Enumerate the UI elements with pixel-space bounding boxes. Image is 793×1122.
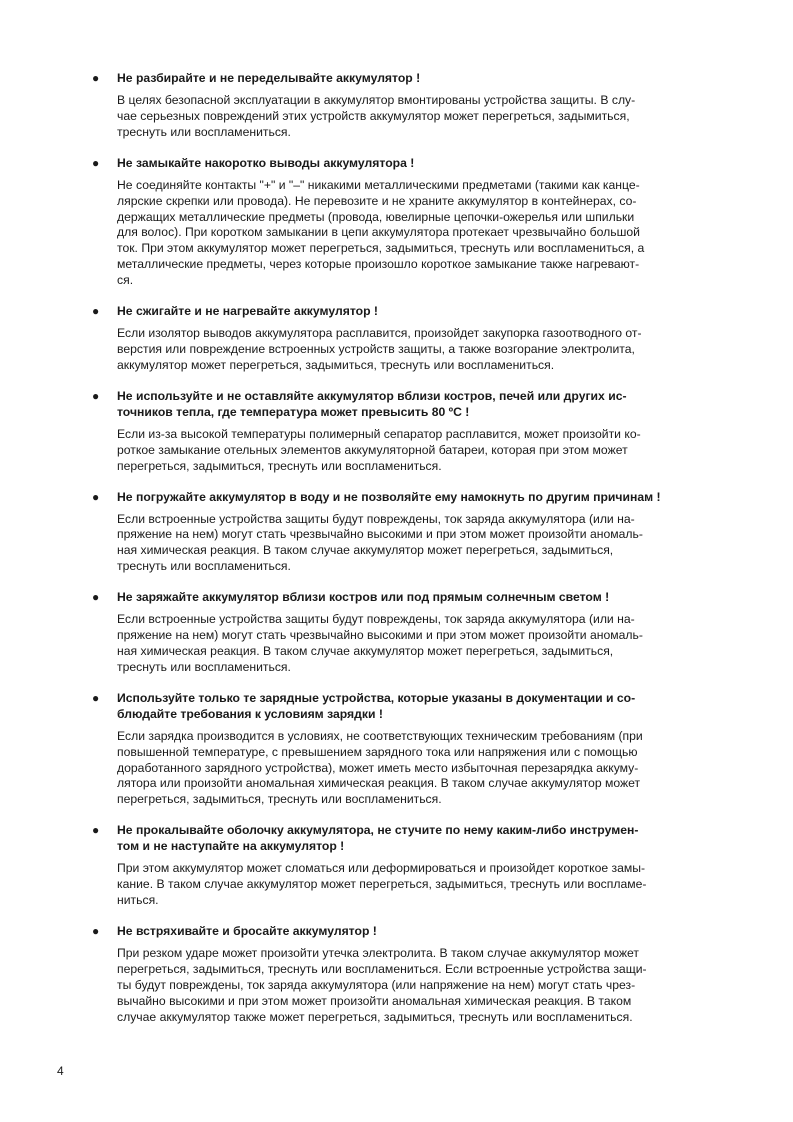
section-heading-row [92,690,702,722]
section-heading-row [92,155,702,171]
section-body: В целях безопасной эксплуатации в аккумулятор вмонтированы устройства защиты. В слу- чае серьезных повреждений этих устройств аккумулятор может перегреться, задымиться, треснуть или воспламениться. [117,93,636,139]
section-body: При этом аккумулятор может сломаться или деформироваться и произойдет короткое замы- кание. В таком случае аккумулятор может перегреться, задымиться, треснуть или воспламе- ниться. [117,861,647,908]
section-burn-heat [92,303,702,374]
section-short-circuit [92,155,702,289]
page-number: 4 [57,1064,64,1078]
section-heading-row [92,489,702,505]
bullet-icon: ● [92,71,100,85]
section-body: Если изолятор выводов аккумулятора расплавится, произойдет закупорка газоотводного от- верстия или повреждение встроенных устройств защиты, а также возгорание электролита, аккумулятор может перегреться, задымиться, треснуть или воспламениться. [117,326,642,372]
bullet-icon: ● [92,924,100,938]
section-heading: Не встряхивайте и бросайте аккумулятор ! [117,924,377,938]
section-heading-row [92,923,702,939]
section-heading: Не замыкайте накоротко выводы аккумулятора ! [117,155,415,170]
section-heading: Используйте только те зарядные устройства, которые указаны в документации и со- блюдайте требования к условиям зарядки ! [117,690,636,721]
bullet-icon: ● [92,489,100,504]
bullet-icon: ● [92,155,100,170]
section-body: Если из-за высокой температуры полимерный сепаратор расплавится, может произойти ко- роткое замыкание отельных элементов аккумуляторной батареи, которая при этом может перегреться, задымиться, треснуть или воспламениться. [117,426,641,473]
section-heading-row [92,303,702,319]
section-heading-row [92,70,702,86]
section-heading: Не заряжайте аккумулятор вблизи костров или под прямым солнечным светом ! [117,590,610,605]
section-heading: Не используйте и не оставляйте аккумулятор вблизи костров, печей или других ис- точников тепла, где температура может превысить 80 ºС ! [117,388,627,419]
section-chargers [92,690,702,809]
section-charge-sunlight [92,589,702,676]
bullet-icon: ● [92,823,100,838]
bullet-icon: ● [92,304,100,319]
section-heading-row [92,589,702,605]
section-body: Если встроенные устройства защиты будут повреждены, ток заряда аккумулятора (или на- пряжение на нем) могут стать чрезвычайно высокими и при этом может произойти аномаль- ная химическая реакция. В таком случае аккумулятор может перегреться, задымиться, треснуть или воспламениться. [117,511,643,574]
section-heading: Не сжигайте и не нагревайте аккумулятор ! [117,304,378,319]
section-heat-sources [92,388,702,475]
section-body: Если зарядка производится в условиях, не соответствующих техническим требованиям (при повышенной температуре, с превышением зарядного тока или напряжения или с помощью доработанного зарядного устройства), может иметь место избыточная перезарядка аккуму- лятора или произойти аномальная химическая реакция. В таком случае аккумулятор может перегреться, задымиться, треснуть или воспламениться. [117,728,643,807]
section-heading-row [92,388,702,420]
section-heading: Не погружайте аккумулятор в воду и не позволяйте ему намокнуть по другим причинам ! [117,489,661,504]
section-body: При резком ударе может произойти утечка электролита. В таком случае аккумулятор может перегреться, задымиться, треснуть или воспламениться. Если встроенные устройства защи- ты будут повреждены, ток заряда аккумулятора (или напряжение на нем) могут стать чрез- вычайно высокими и при этом может произойти аномальная химическая реакция. В таком случае аккумулятор также может перегреться, задымиться, треснуть или воспламениться. [117,946,647,1024]
section-disassemble [92,70,702,141]
section-shake-drop [92,923,702,1026]
section-heading-row [92,822,702,854]
section-body: Не соединяйте контакты "+" и "–" никакими металлическими предметами (такими как канце- лярские скрепки или провода). Не перевозите и не храните аккумулятор в контейнерах, со- держащих металлические предметы (провода, ювелирные цепочки-ожерелья или шпильки для волос). При коротком замыкании в цепи аккумулятора протекает чрезвычайно большой ток. При этом аккумулятор может перегреться, задымиться, треснуть или воспламениться, а металлические предметы, через которые произошло короткое замыкание также нагревают- ся. [117,177,645,288]
section-heading: Не прокалывайте оболочку аккумулятора, не стучите по нему каким-либо инструмен- том и не наступайте на аккумулятор ! [117,823,639,854]
section-heading: Не разбирайте и не переделывайте аккумулятор ! [117,71,421,85]
safety-instructions [92,70,702,1040]
bullet-icon: ● [92,690,100,705]
bullet-icon: ● [92,388,100,403]
section-body: Если встроенные устройства защиты будут повреждены, ток заряда аккумулятора (или на- пряжение на нем) могут стать чрезвычайно высокими и при этом может произойти аномаль- ная химическая реакция. В таком случае аккумулятор может перегреться, задымиться, треснуть или воспламениться. [117,612,643,674]
section-water [92,489,702,576]
bullet-icon: ● [92,590,100,605]
section-puncture [92,822,702,909]
